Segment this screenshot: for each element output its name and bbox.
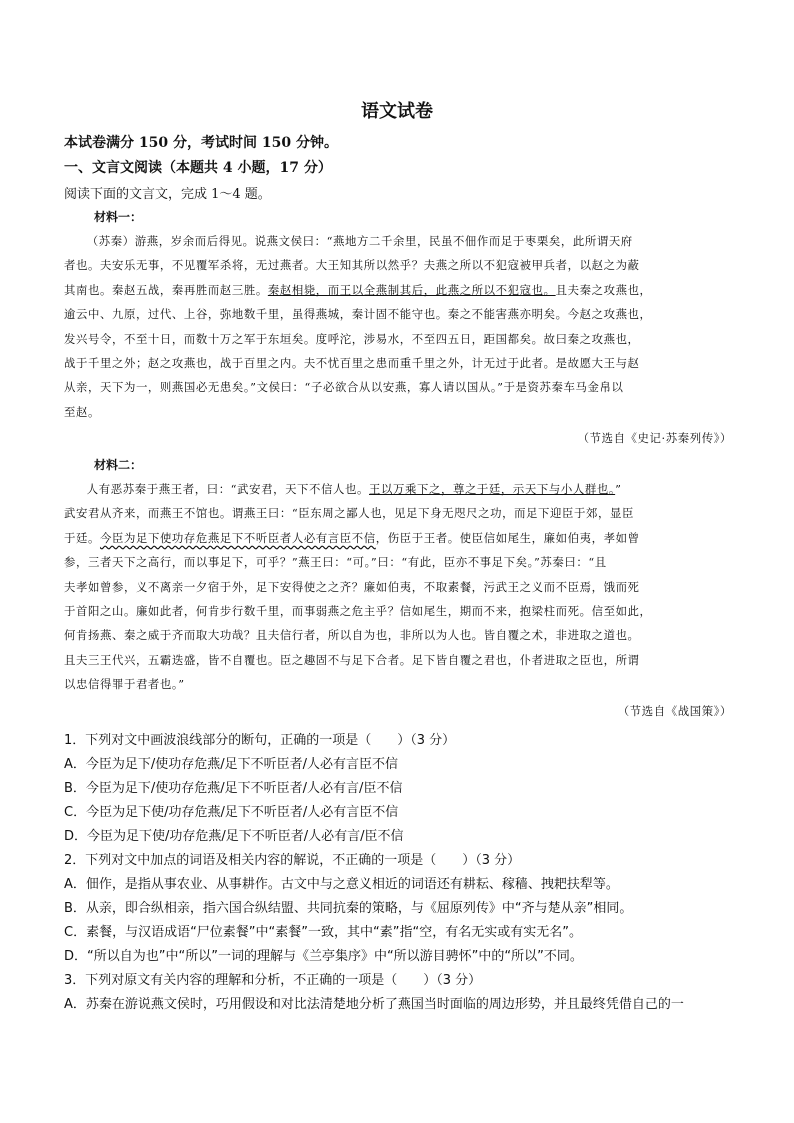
material-two-label: 材料二： (94, 458, 143, 472)
passage-line: 于首阳之山。廉如此者，何肯步行数千里，而事弱燕之危主乎？信如尾生，期而不来，抱梁柱而死。信至如此， (64, 604, 652, 619)
question-2-option-d: D．“所以自为也”中“所以”一词的理解与《兰亭集序》中“所以游目骋怀”中的“所以”不同。 (64, 949, 583, 964)
passage-line: 武安君从齐来，而燕王不馆也。谓燕王曰：“臣东周之鄙人也，见足下身无咫尺之功，而足下迎臣于郊，显臣 (64, 506, 634, 521)
source-citation: （节选自《战国策》） (617, 703, 732, 718)
material-one-label: 材料一： (94, 210, 143, 224)
question-1-option-b: B．今臣为足下/使功存危燕/足下不听臣者/人必有言/臣不信 (64, 781, 403, 796)
source-citation: （节选自《史记·苏秦列传》） (577, 431, 732, 446)
section-heading: 一、文言文阅读（本题共 4 小题，17 分） (64, 160, 332, 176)
passage-line: 发兴号令，不至十日，而数十万之军于东垣矣。度呼沱，涉易水，不至四五日，距国都矣。故曰秦之攻燕也， (64, 331, 640, 346)
material-one-passage (64, 229, 732, 451)
underlined-sentence: 秦赵相毙，而王以全燕制其后，此燕之所以不犯寇也。 (267, 282, 556, 297)
passage-line: 从亲，天下为一，则燕国必无患矣。”文侯曰：“子必欲合从以安燕，寡人请以国从。”于是资苏秦车马金帛以 (64, 380, 624, 395)
question-3: 3．下列对原文有关内容的理解和分析，不正确的一项是（ ）（3 分） (64, 973, 482, 988)
passage-line: 夫孝如曾参，义不离亲一夕宿于外，足下安得使之之齐？廉如伯夷，不取素餐，污武王之义而不臣焉，饿而死 (64, 579, 640, 594)
material-one (64, 205, 732, 451)
material-two (64, 453, 732, 723)
question-2-option-a: A．佃作，是指从事农业、从事耕作。古文中与之意义相近的词语还有耕耘、稼穑、拽耙扶犁等。 (64, 877, 619, 892)
passage-line: 战于千里之外；赵之攻燕也，战于百里之内。夫不忧百里之患而重千里之外，计无过于此者。是故愿大王与赵 (64, 356, 640, 371)
passage-line: 至赵。 (64, 404, 100, 419)
passage-line: 逾云中、九原，过代、上谷，弥地数千里，虽得燕城，秦计固不能守也。秦之不能害燕亦明矣。今赵之攻燕也， (64, 307, 652, 322)
passage-line: 于廷。今臣为足下使功存危燕足下不听臣者人必有言臣不信，伤臣于王者。使臣信如尾生，廉如伯夷，孝如曾 (64, 530, 640, 545)
questions (64, 729, 732, 1017)
passage-line: 者也。夫安乐无事，不见覆军杀将，无过燕者。大王知其所以然乎？夫燕之所以不犯寇被甲兵者，以赵之为蔽 (64, 258, 640, 273)
passage-line: 其南也。秦赵五战，秦再胜而赵三胜。秦赵相毙，而王以全燕制其后，此燕之所以不犯寇也。且夫秦之攻燕也， (64, 282, 652, 297)
passage-line: 何肯扬燕、秦之威于齐而取大功哉？且夫信行者，所以自为也，非所以为人也。皆自覆之术，非进取之道也。 (64, 628, 640, 643)
passage-line: 且夫三王代兴，五霸迭盛，皆不自覆也。臣之趣固不与足下合者。足下皆自覆之君也，仆者进取之臣也，所谓 (64, 652, 640, 667)
passage-line: 参，三者天下之高行，而以事足下，可乎？”燕王曰：“可。”曰：“有此，臣亦不事足下矣。”苏秦曰：“且 (64, 555, 607, 570)
material-two-passage (64, 477, 732, 723)
question-1-option-d: D．今臣为足下使/功存危燕/足下不听臣者/人必有言/臣不信 (64, 829, 404, 844)
question-2-option-c: C．素餐，与汉语成语“尸位素餐”中“素餐”一致，其中“素”指“空，有名无实或有实无名”。 (64, 925, 582, 940)
wavy-underlined-sentence: 今臣为足下使功存危燕足下不听臣者人必有言臣不信 (99, 530, 376, 545)
question-3-option-a: A．苏秦在游说燕文侯时，巧用假设和对比法清楚地分析了燕国当时面临的周边形势，并且最终凭借自己的一 (64, 997, 684, 1012)
exam-info: 本试卷满分 150 分，考试时间 150 分钟。 (64, 135, 338, 151)
question-1: 1．下列对文中画波浪线部分的断句，正确的一项是（ ）（3 分） (64, 733, 456, 748)
passage-line: 以忠信得罪于君者也。” (64, 677, 185, 692)
question-2: 2．下列对文中加点的词语及相关内容的解说，不正确的一项是（ ）（3 分） (64, 853, 521, 868)
question-2-option-b: B．从亲，即合纵相亲，指六国合纵结盟、共同抗秦的策略，与《屈原列传》中“齐与楚从亲”相同。 (64, 901, 633, 916)
question-1-option-c: C．今臣为足下使/功存危燕/足下不听臣者/人必有言臣不信 (64, 805, 399, 820)
page-title: 语文试卷 (361, 101, 433, 122)
instruction: 阅读下面的文言文，完成 1～4 题。 (64, 187, 271, 202)
underlined-sentence: 王以万乘下之，尊之于廷，示天下与小人群也。 (369, 482, 616, 496)
passage-line: （苏秦）游燕，岁余而后得见。说燕文侯曰：“燕地方二千余里，民虽不佃作而足于枣栗矣，此所谓天府 (86, 234, 633, 248)
question-1-option-a: A．今臣为足下/使功存危燕/足下不听臣者/人必有言臣不信 (64, 757, 399, 772)
passage-line: 人有恶苏秦于燕王者，曰：“武安君，天下不信人也。王以万乘下之，尊之于廷，示天下与小人群也。” (86, 482, 622, 496)
